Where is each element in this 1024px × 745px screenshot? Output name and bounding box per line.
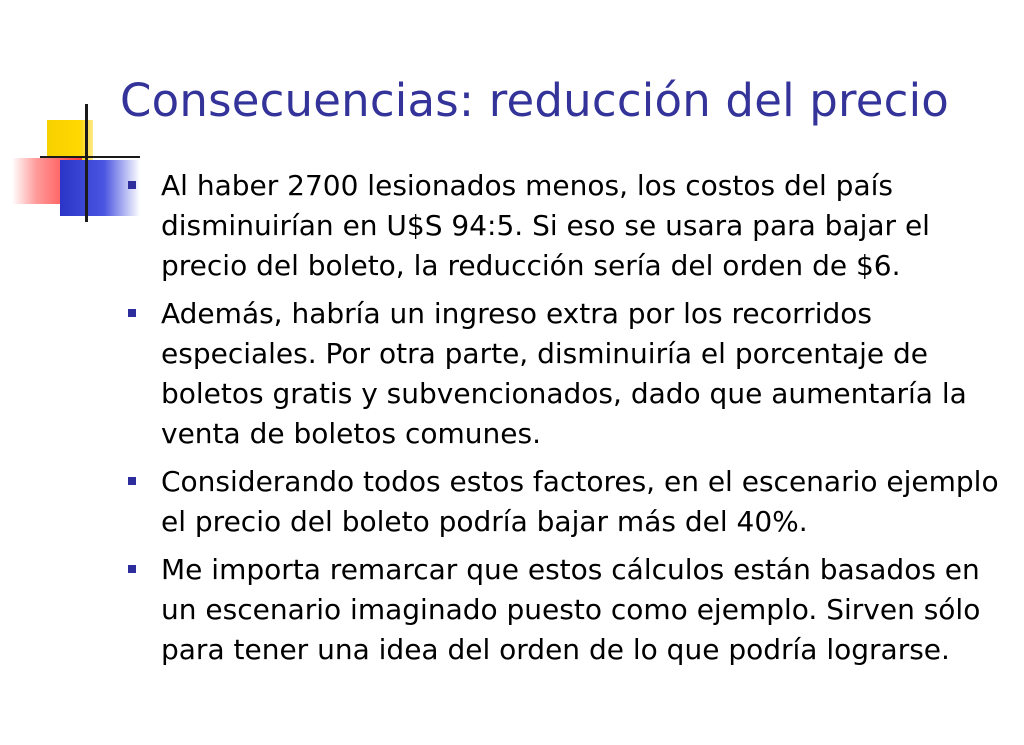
bullet-text: Considerando todos estos factores, en el escenario ejemplo el precio del boleto podría bajar más del 40%. bbox=[161, 465, 999, 538]
bullet-list bbox=[128, 166, 1018, 678]
bullet-text: Al haber 2700 lesionados menos, los costos del país disminuirían en U$S 94:5. Si eso se usara para bajar el precio del boleto, la reducción sería del orden de $6. bbox=[161, 169, 930, 282]
slide-title: Consecuencias: reducción del precio bbox=[120, 74, 950, 127]
bullet-marker-icon bbox=[128, 477, 136, 485]
bullet-marker-icon bbox=[128, 565, 136, 573]
bullet-item bbox=[128, 550, 1018, 670]
bullet-item bbox=[128, 294, 1018, 454]
bullet-marker-icon bbox=[128, 309, 136, 317]
bullet-item bbox=[128, 166, 1018, 286]
bullet-text: Además, habría un ingreso extra por los recorridos especiales. Por otra parte, disminuiría el porcentaje de boletos gratis y subvencionados, dado que aumentaría la venta de boletos comunes. bbox=[161, 297, 967, 450]
bullet-marker-icon bbox=[128, 181, 136, 189]
bullet-item bbox=[128, 462, 1018, 542]
bullet-text: Me importa remarcar que estos cálculos están basados en un escenario imaginado puesto como ejemplo. Sirven sólo para tener una idea del orden de lo que podría lograrse. bbox=[161, 553, 981, 666]
logo-horizontal-line bbox=[40, 156, 140, 158]
logo-vertical-line bbox=[85, 104, 88, 222]
